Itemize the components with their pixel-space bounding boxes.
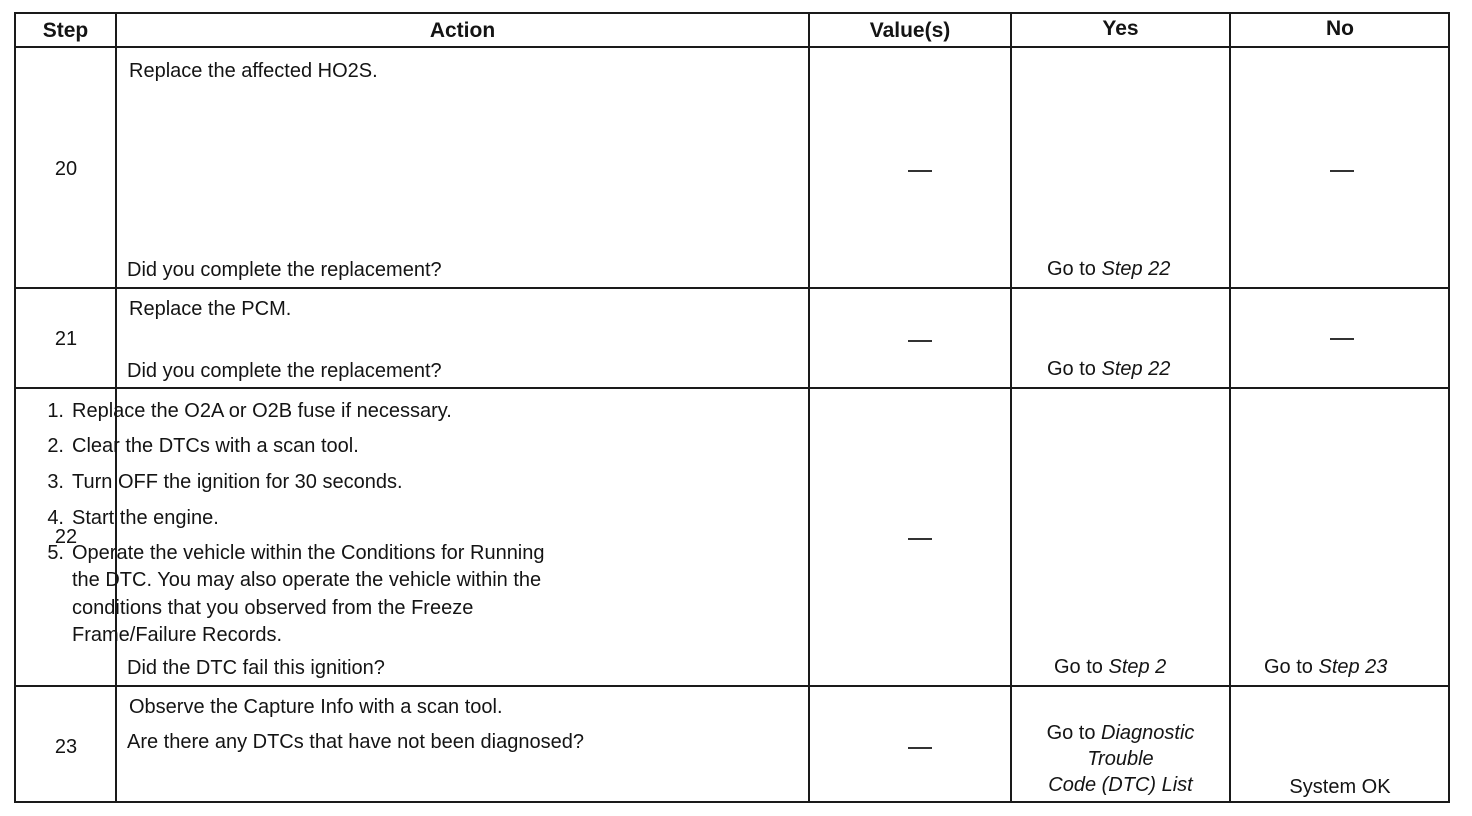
header-values: Value(s) bbox=[869, 19, 951, 42]
value-dash bbox=[908, 340, 932, 342]
header-yes: Yes bbox=[1102, 17, 1139, 40]
diagnostic-table bbox=[14, 12, 1450, 803]
list-item: 5. Operate the vehicle within the Conditions for Running bbox=[47, 542, 545, 564]
yes-target-link-cont[interactable]: Code (DTC) List bbox=[1048, 774, 1193, 796]
row-divider bbox=[16, 387, 1448, 389]
yes-target-link[interactable]: Step 2 bbox=[1108, 656, 1167, 678]
action-question: Did you complete the replacement? bbox=[127, 259, 442, 281]
yes-prefix: Go to bbox=[1047, 358, 1096, 380]
yes-target-link-cont[interactable]: Trouble bbox=[1087, 748, 1154, 770]
no-prefix: Go to bbox=[1264, 656, 1313, 678]
yes-result bbox=[1047, 256, 1170, 282]
yes-result bbox=[1012, 720, 1229, 798]
row-divider bbox=[16, 287, 1448, 289]
action-text: Replace the PCM. bbox=[129, 298, 292, 320]
action-question: Did you complete the replacement? bbox=[127, 360, 442, 382]
header-action: Action bbox=[429, 19, 496, 42]
value-dash bbox=[908, 170, 932, 172]
list-item: 2. Clear the DTCs with a scan tool. bbox=[47, 435, 359, 457]
yes-target-link[interactable]: Diagnostic bbox=[1101, 722, 1195, 744]
list-item-continuation: conditions that you observed from the Freeze bbox=[72, 597, 474, 619]
step-number: 23 bbox=[54, 736, 78, 758]
action-text: Replace the affected HO2S. bbox=[129, 60, 378, 82]
yes-prefix: Go to bbox=[1046, 722, 1096, 744]
step-number: 21 bbox=[54, 328, 78, 350]
yes-result bbox=[1054, 654, 1166, 680]
yes-target-link[interactable]: Step 22 bbox=[1101, 258, 1171, 280]
row-divider bbox=[16, 685, 1448, 687]
yes-target-link[interactable]: Step 22 bbox=[1101, 358, 1171, 380]
list-item: 1. Replace the O2A or O2B fuse if necessary. bbox=[47, 400, 452, 422]
action-text: Observe the Capture Info with a scan tool. bbox=[129, 696, 503, 718]
yes-result bbox=[1047, 356, 1170, 382]
step-number: 20 bbox=[54, 158, 78, 180]
value-dash bbox=[908, 538, 932, 540]
yes-prefix: Go to bbox=[1047, 258, 1096, 280]
no-dash bbox=[1330, 170, 1354, 172]
list-item-continuation: the DTC. You may also operate the vehicle within the bbox=[72, 569, 542, 591]
no-result bbox=[1264, 654, 1387, 680]
no-dash bbox=[1330, 338, 1354, 340]
col-divider bbox=[808, 14, 810, 801]
yes-prefix: Go to bbox=[1054, 656, 1103, 678]
step-number: 22 bbox=[54, 526, 78, 548]
header-step: Step bbox=[42, 19, 89, 42]
value-dash bbox=[908, 747, 932, 749]
action-question: Are there any DTCs that have not been diagnosed? bbox=[127, 731, 584, 753]
col-divider bbox=[1010, 14, 1012, 801]
col-divider bbox=[1229, 14, 1231, 801]
list-item: 4. Start the engine. bbox=[47, 507, 219, 529]
action-question: Did the DTC fail this ignition? bbox=[127, 657, 385, 679]
no-target-link[interactable]: Step 23 bbox=[1318, 656, 1388, 678]
list-item: 3. Turn OFF the ignition for 30 seconds. bbox=[47, 471, 403, 493]
list-item-continuation: Frame/Failure Records. bbox=[72, 624, 283, 646]
header-no: No bbox=[1326, 17, 1354, 40]
no-result: System OK bbox=[1289, 776, 1391, 798]
